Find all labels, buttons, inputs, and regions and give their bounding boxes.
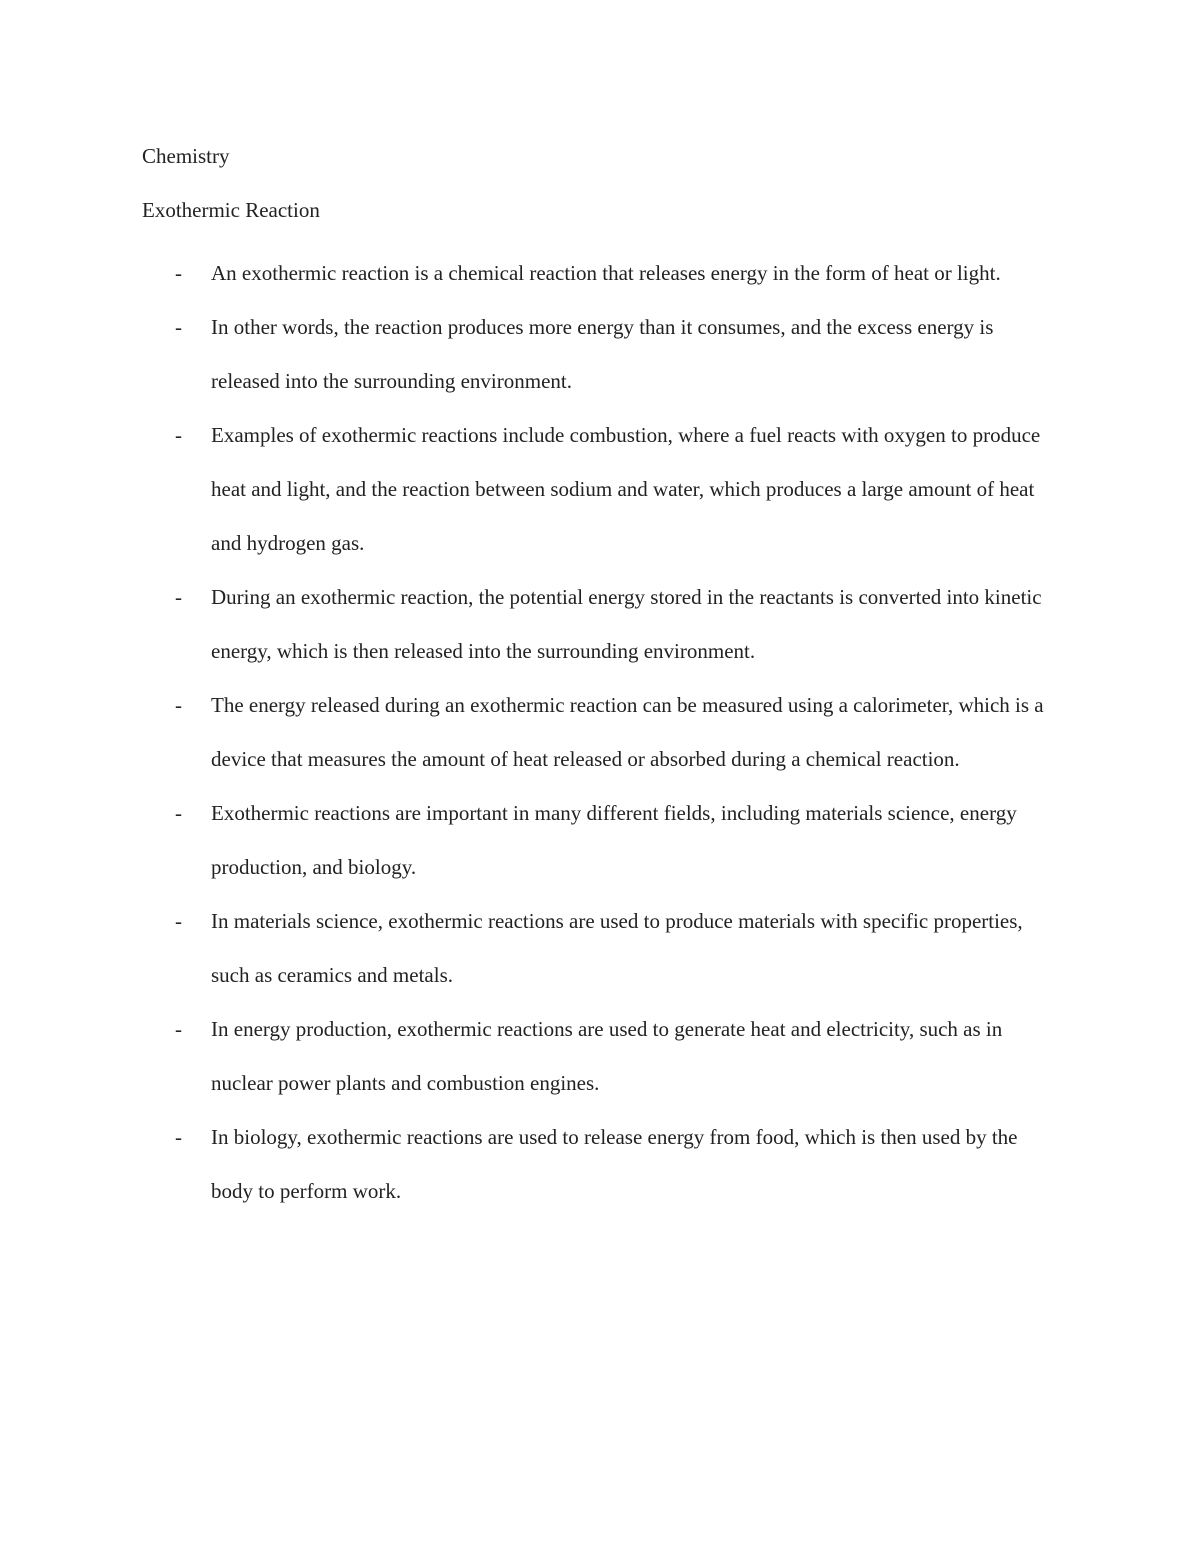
subject-heading: Chemistry <box>142 144 230 168</box>
bullet-text: An exothermic reaction is a chemical reaction that releases energy in the form of heat or light. <box>211 261 1001 285</box>
bullet-dash: - <box>175 423 182 447</box>
bullet-dash: - <box>175 909 182 933</box>
bullet-dash: - <box>175 261 182 285</box>
bullet-text: In biology, exothermic reactions are used to release energy from food, which is then used by the body to perform work. <box>211 1125 1018 1203</box>
bullet-item <box>142 894 1062 1002</box>
bullet-item <box>142 408 1062 570</box>
bullet-text: Exothermic reactions are important in many different fields, including materials science, energy production, and biology. <box>211 801 1017 879</box>
bullet-item <box>142 1110 1062 1218</box>
bullet-item <box>142 300 1062 408</box>
bullet-dash: - <box>175 693 182 717</box>
document-content <box>142 138 1062 1227</box>
bullet-text: During an exothermic reaction, the potential energy stored in the reactants is converted into kinetic energy, which is then released into the surrounding environment. <box>211 585 1042 663</box>
bullet-dash: - <box>175 1017 182 1041</box>
bullet-dash: - <box>175 585 182 609</box>
bullet-item <box>142 678 1062 786</box>
bullet-dash: - <box>175 1125 182 1149</box>
bullet-item <box>142 786 1062 894</box>
bullet-text: In materials science, exothermic reactions are used to produce materials with specific properties, such as ceramics and metals. <box>211 909 1023 987</box>
bullet-item <box>142 246 1062 300</box>
bullet-text: Examples of exothermic reactions include combustion, where a fuel reacts with oxygen to produce heat and light, and the reaction between sodium and water, which produces a large amount of heat and hydrogen gas. <box>211 423 1041 555</box>
bullet-list <box>142 246 1062 1218</box>
bullet-dash: - <box>175 801 182 825</box>
bullet-text: In energy production, exothermic reactions are used to generate heat and electricity, such as in nuclear power plants and combustion engines. <box>211 1017 1003 1095</box>
document-title: Exothermic Reaction <box>142 198 320 222</box>
bullet-item <box>142 1002 1062 1110</box>
bullet-dash: - <box>175 315 182 339</box>
bullet-text: In other words, the reaction produces more energy than it consumes, and the excess energy is released into the surrounding environment. <box>211 315 994 393</box>
bullet-text: The energy released during an exothermic reaction can be measured using a calorimeter, which is a device that measures the amount of heat released or absorbed during a chemical reaction. <box>211 693 1044 771</box>
bullet-item <box>142 570 1062 678</box>
